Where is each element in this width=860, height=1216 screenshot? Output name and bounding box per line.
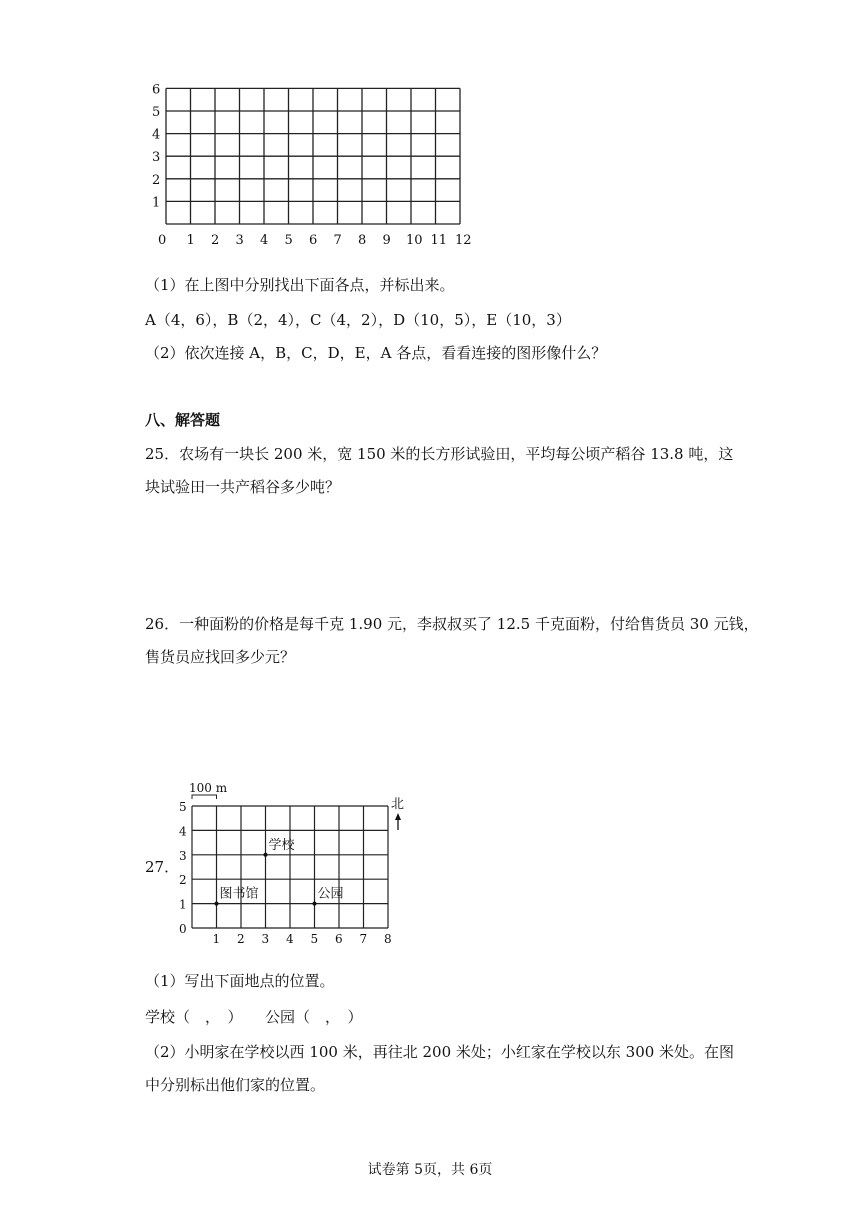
q25-line2: 块试验田一共产稻谷多少吨？	[145, 478, 341, 496]
q27-answer-line: 学校（ ， ） 公园（ ， ）	[145, 1008, 363, 1026]
x-tick-label: 3	[235, 233, 244, 248]
x-tick-label: 10	[406, 233, 423, 248]
q24-part2: （2）依次连接 A，B，C，D，E，A 各点，看看连接的图形像什么？	[145, 344, 607, 362]
map-y-label: 2	[179, 873, 187, 888]
place-label: 公园	[317, 886, 344, 902]
q24-part1: （1）在上图中分别找出下面各点，并标出来。	[145, 276, 455, 294]
y-tick-label: 4	[152, 127, 161, 143]
x-tick-label: 2	[211, 233, 220, 248]
place-label: 图书馆	[219, 886, 259, 902]
scale-bar	[192, 795, 217, 799]
scale-label: 100 m	[189, 781, 228, 795]
x-tick-label: 1	[186, 233, 195, 248]
x-tick-label: 9	[382, 233, 391, 248]
map-x-label: 4	[286, 932, 294, 946]
x-tick-label: 5	[284, 233, 293, 248]
map-x-label: 5	[310, 932, 319, 946]
place-label: 学校	[268, 837, 295, 853]
q27-number: 27．	[145, 858, 180, 876]
y-tick-label: 6	[152, 82, 161, 98]
map-x-label: 3	[261, 932, 270, 946]
y-tick-label: 5	[152, 105, 161, 120]
y-tick-label: 2	[152, 172, 161, 188]
q25-line1: 25．农场有一块长 200 米，宽 150 米的长方形试验田，平均每公顷产稻谷 13.8 吨，这	[145, 445, 734, 463]
q26-line1: 26．一种面粉的价格是每千克 1.90 元，李叔叔买了 12.5 千克面粉，付给售货员 30 元钱，	[145, 615, 759, 633]
x-tick-label: 8	[358, 233, 367, 248]
x-tick-label: 0	[158, 233, 167, 248]
q27-part2-line2: 中分别标出他们家的位置。	[145, 1076, 326, 1094]
place-dot	[215, 902, 219, 906]
map-y-label: 1	[179, 897, 187, 912]
coordinate-grid-1	[140, 78, 490, 253]
map-x-label: 2	[237, 932, 245, 946]
place-dot	[313, 902, 317, 906]
y-tick-label: 1	[152, 195, 161, 211]
x-tick-label: 4	[260, 233, 269, 248]
map-x-label: 7	[359, 932, 368, 946]
map-x-label: 1	[212, 932, 221, 946]
place-dot	[264, 853, 268, 857]
map-grid	[175, 778, 415, 948]
page-footer: 试卷第 5页，共 6页	[367, 1162, 493, 1178]
x-tick-label: 6	[309, 233, 318, 248]
map-x-label: 8	[384, 932, 392, 946]
map-x-label: 6	[335, 932, 343, 946]
map-y-label: 3	[179, 848, 187, 863]
q27-part1: （1）写出下面地点的位置。	[145, 972, 335, 990]
x-tick-label: 7	[333, 233, 342, 248]
map-y-label: 5	[179, 800, 187, 814]
north-label: 北	[391, 797, 405, 812]
section-title: 八、解答题	[145, 411, 221, 429]
map-y-label: 4	[179, 824, 187, 839]
x-tick-label: 11	[430, 233, 448, 248]
q26-line2: 售货员应找回多少元？	[145, 648, 296, 666]
x-tick-label: 12	[455, 233, 472, 248]
north-arrowhead-icon	[395, 813, 401, 820]
y-tick-label: 3	[152, 150, 161, 166]
q27-part2-line1: （2）小明家在学校以西 100 米，再往北 200 米处；小红家在学校以东 300 米处。在图	[145, 1043, 735, 1061]
q24-points: A（4，6），B（2，4），C（4，2），D（10，5），E（10，3）	[145, 311, 571, 329]
map-y-label: 0	[179, 922, 187, 936]
